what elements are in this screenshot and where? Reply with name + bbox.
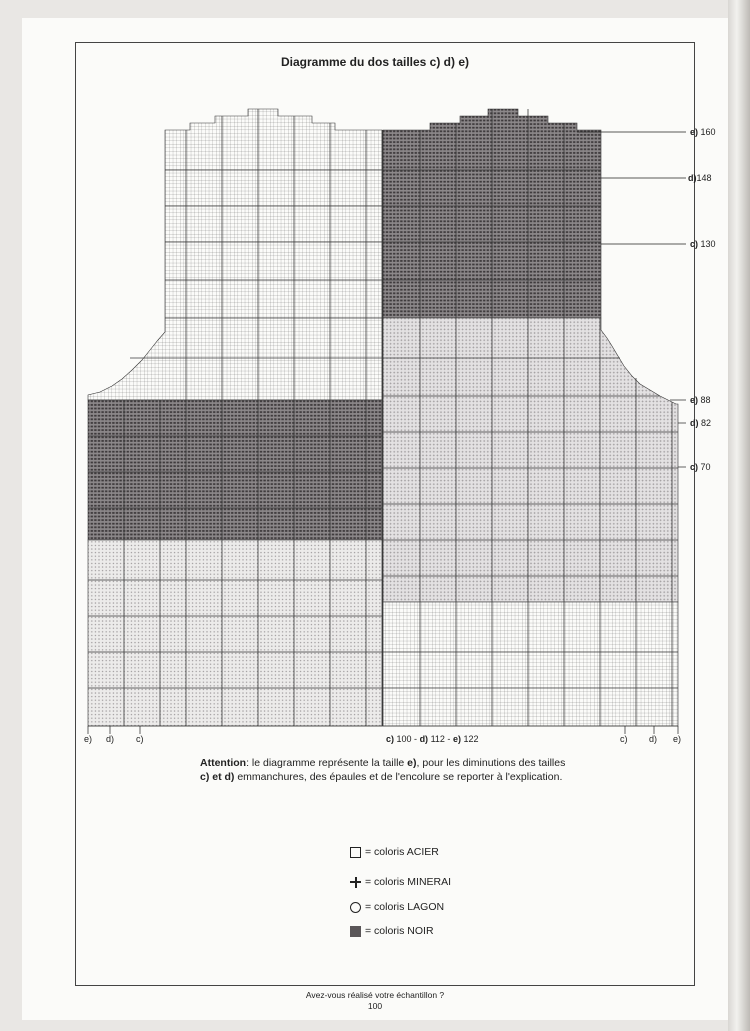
legend-item-acier: = coloris ACIER: [350, 845, 439, 859]
attention-note: Attention: le diagramme représente la taille e), pour les diminutions des tailles c) et d) emmanchures, des épaules et de l'encolure se reporter à l'explication.: [200, 757, 566, 783]
bottom-label-center: c) 100 - d) 112 - e) 122: [386, 734, 479, 744]
label-d-82: d) 82: [690, 418, 712, 428]
legend-item-minerai: = coloris MINERAI: [350, 875, 451, 889]
bottom-label-right-c: c): [620, 734, 628, 744]
empty-square-icon: [350, 847, 361, 858]
diagram-title: Diagramme du dos tailles c) d) e): [280, 55, 470, 69]
bottom-label-left-c: c): [136, 734, 144, 744]
chart-lagon-right-middle: [383, 318, 678, 602]
legend-item-lagon: = coloris LAGON: [350, 900, 444, 914]
circle-icon: [350, 902, 361, 913]
label-c-70: c) 70: [690, 462, 711, 472]
filled-square-icon: [350, 926, 361, 937]
label-d-148: d)148: [688, 173, 712, 183]
chart-noir-left-middle: [88, 400, 382, 540]
bottom-label-right-d: d): [649, 734, 658, 744]
bottom-label-right-e: e): [673, 734, 682, 744]
bottom-label-left-e: e): [84, 734, 93, 744]
bottom-size-ticks: [88, 726, 678, 734]
label-c-130: c) 130: [690, 239, 716, 249]
plus-icon: [350, 877, 361, 888]
label-e-88: e) 88: [690, 395, 711, 405]
footer-question: Avez-vous réalisé votre échantillon ?: [305, 990, 445, 1000]
chart-minerai-left-bottom: [88, 540, 382, 726]
legend-item-noir: = coloris NOIR: [350, 924, 434, 938]
page-number: 100: [367, 1001, 383, 1011]
label-e-160: e) 160: [690, 127, 716, 137]
bottom-label-left-d: d): [106, 734, 115, 744]
